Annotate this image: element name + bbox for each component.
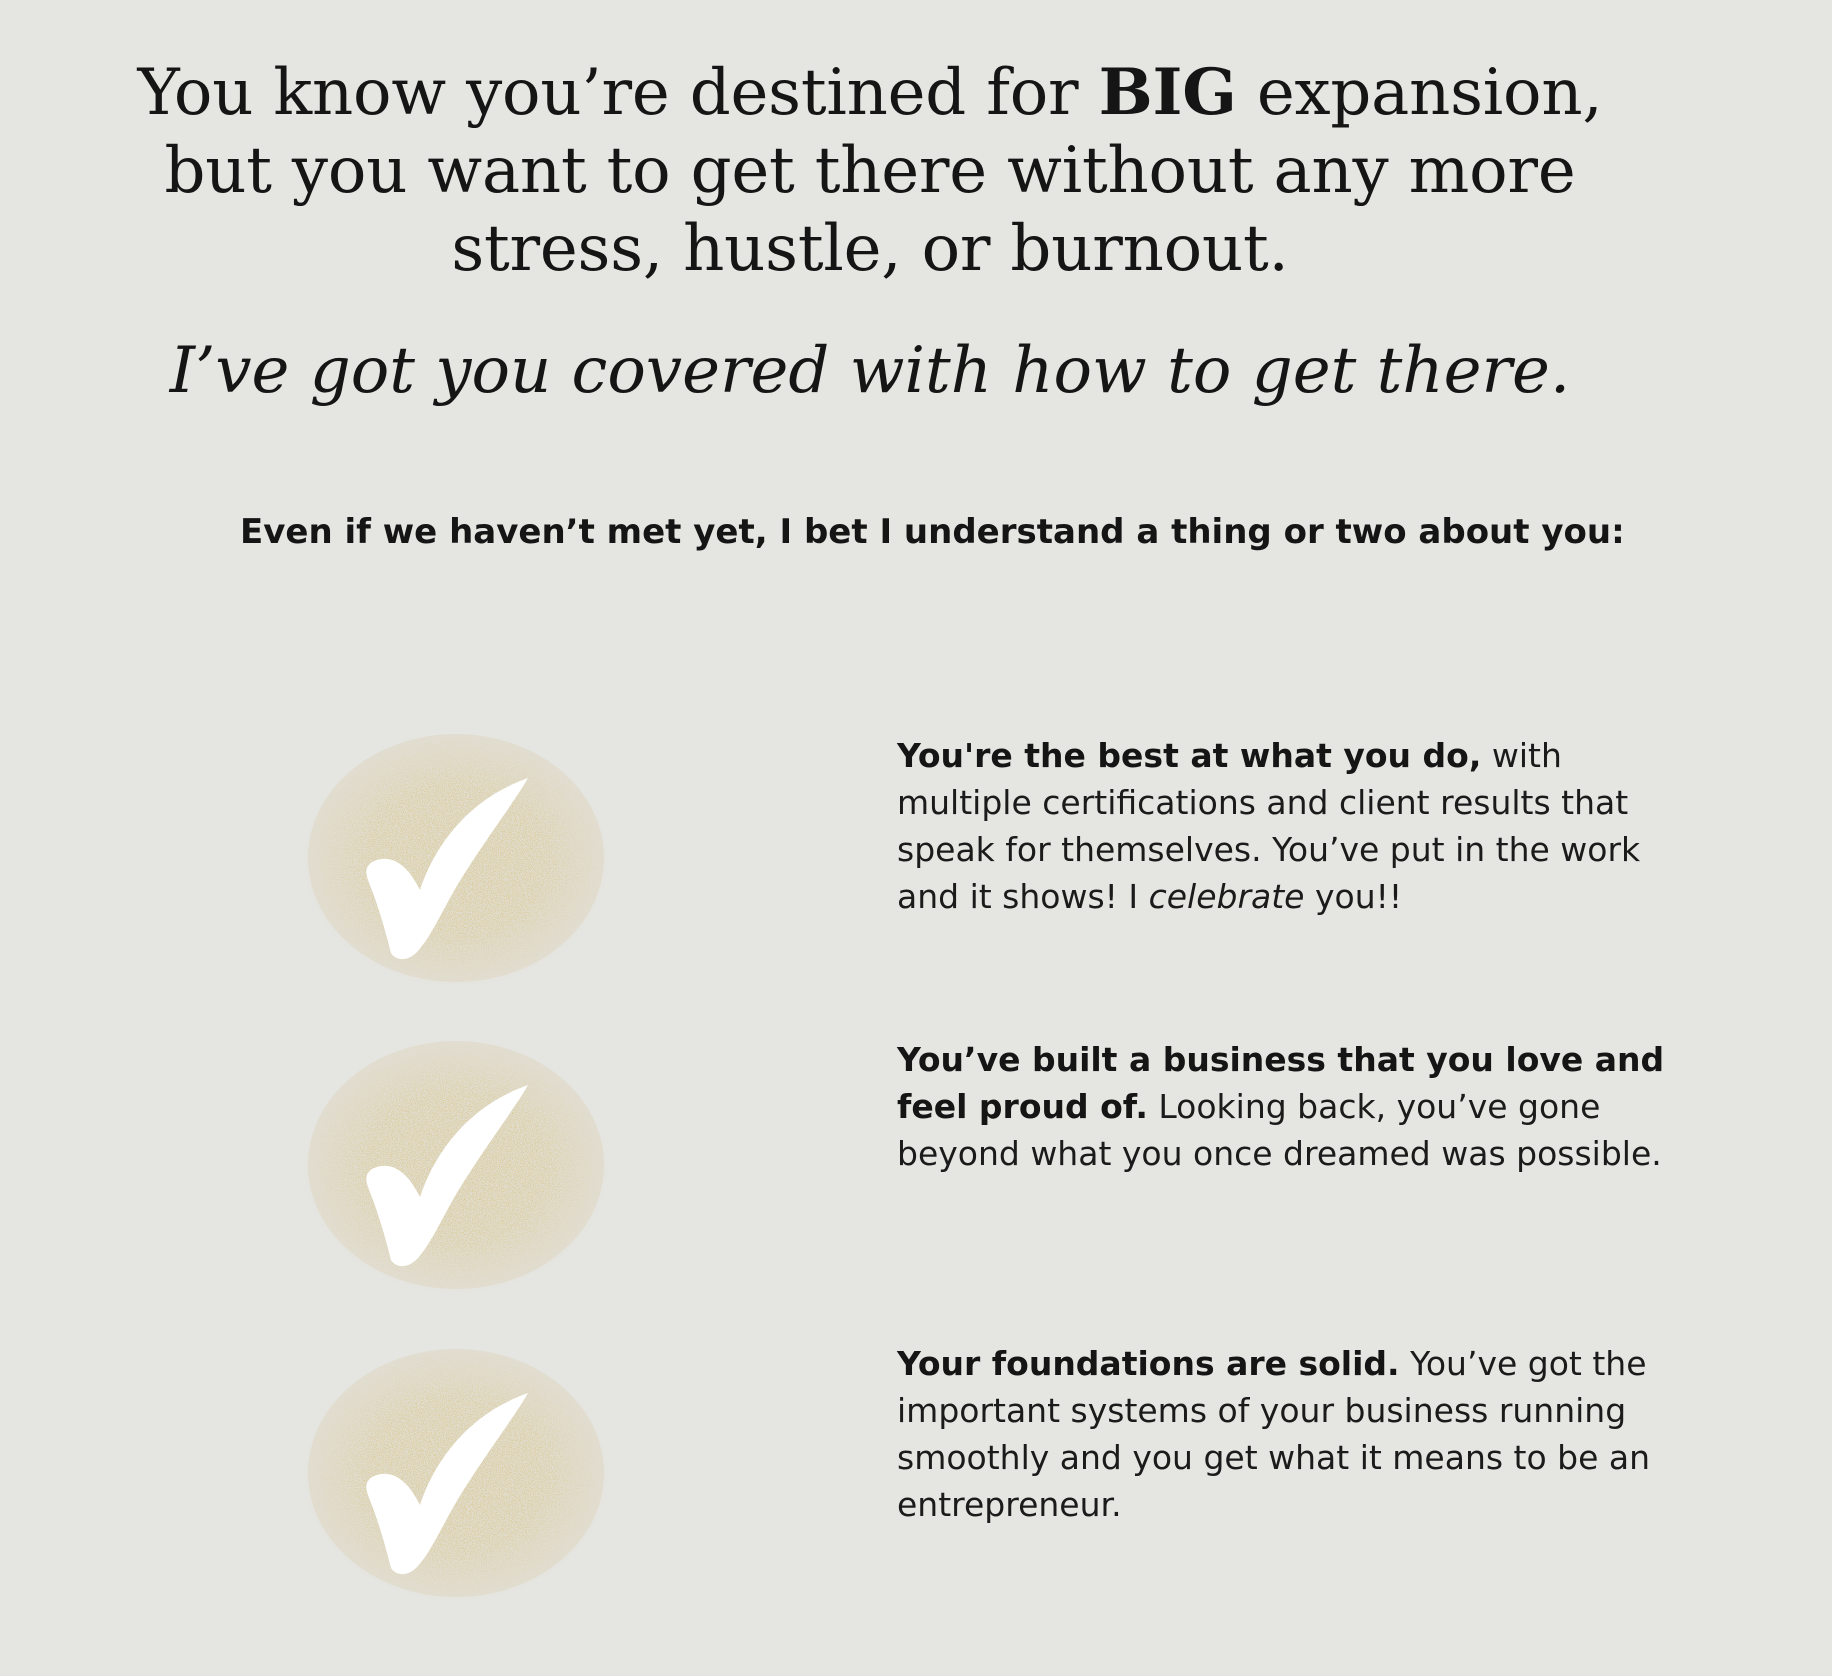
benefit-item-1-lead: You're the best at what you do, bbox=[897, 736, 1482, 775]
benefit-item-2-lead: You’ve built a business that you love and feel proud of. bbox=[897, 1040, 1665, 1126]
gold-checkmark-icon bbox=[296, 730, 612, 996]
intro-text: Even if we haven’t met yet, I bet I understand a thing or two about you: bbox=[240, 512, 1625, 552]
benefit-item-1-text-start: with multiple certifications and client results that speak for themselves. You’ve put in the work and it shows! I bbox=[897, 736, 1641, 916]
gold-checkmark-icon bbox=[296, 1345, 612, 1611]
benefit-item-2-text: Looking back, you’ve gone beyond what you once dreamed was possible. bbox=[897, 1087, 1662, 1173]
headline-text-end: expansion, but you want to get there without any more stress, hustle, or burnout. bbox=[164, 56, 1603, 286]
headline-text-start: You know you’re destined for bbox=[137, 56, 1099, 130]
hero-headline bbox=[80, 54, 1660, 288]
benefit-item-3 bbox=[897, 1340, 1707, 1528]
benefit-item-1-emphasis: celebrate bbox=[1148, 877, 1305, 916]
benefit-item-3-text: You’ve got the important systems of your business running smoothly and you get what it means to be an entrepreneur. bbox=[897, 1344, 1651, 1524]
benefit-item-2 bbox=[897, 1036, 1707, 1177]
benefit-item-3-lead: Your foundations are solid. bbox=[897, 1344, 1400, 1383]
benefit-item-1-text-end: you!! bbox=[1304, 877, 1403, 916]
headline-emphasis: BIG bbox=[1098, 55, 1237, 130]
tagline: I’ve got you covered with how to get there. bbox=[169, 334, 1571, 408]
gold-checkmark-icon bbox=[296, 1037, 612, 1303]
benefit-item-1 bbox=[897, 732, 1707, 920]
